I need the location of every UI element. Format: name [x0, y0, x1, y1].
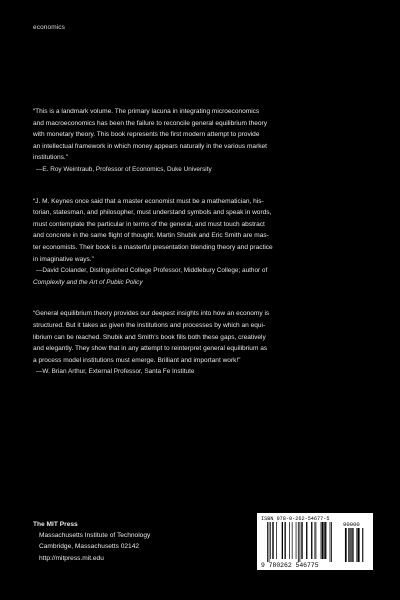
barcode-bar [346, 528, 347, 562]
barcode-bar [292, 522, 293, 559]
barcode-bar [273, 522, 274, 559]
quote-line: and macroeconomics has been the failure to reconcile general equilibrium theory [33, 119, 268, 127]
attribution: —David Colander, Distinguished College Professor, Middlebury College; author of [36, 267, 268, 275]
publisher-address-line: Massachusetts Institute of Technology [39, 532, 151, 540]
barcode-bar [321, 522, 322, 559]
barcode-bar [272, 522, 273, 559]
publisher-address-line: Cambridge, Massachusetts 02142 [39, 543, 140, 551]
barcode-bar [270, 522, 271, 559]
book-title: Complexity and the Art of Public Policy [33, 278, 143, 286]
barcode-bar [276, 522, 277, 559]
barcode-bar [358, 528, 359, 562]
quote-line: with monetary theory. This book represents the first modern attempt to provide [33, 131, 260, 139]
barcode-bar [331, 522, 332, 562]
barcode-bar [359, 528, 360, 562]
barcode-bar [352, 528, 353, 562]
quote-line: “J. M. Keynes once said that a master economist must be a mathematician, his- [33, 197, 264, 205]
quote-line: “This is a landmark volume. The primary lacuna in integrating microeconomics [33, 108, 260, 115]
quote-line: and elegantly. They show that in any attempt to reinterpret general equilibrium as [33, 345, 268, 353]
endorsements [33, 106, 369, 398]
barcode-bar [356, 528, 357, 562]
barcode-bar [353, 528, 354, 562]
barcode-bar [267, 522, 268, 562]
quote-line: “General equilibrium theory provides our deepest insights into how an economy is [33, 310, 270, 318]
publisher-url: http://mitpress.mit.edu [39, 554, 104, 562]
barcode-bar [350, 528, 351, 562]
attribution: —W. Brian Arthur, External Professor, Santa Fe Institute [36, 368, 195, 376]
quote-line: must contemplate the particular in terms of the general, and must touch abstract [33, 220, 265, 228]
barcode-bar [351, 528, 352, 562]
quote-line: in imaginative ways.” [33, 255, 94, 263]
barcode-bar [306, 522, 307, 559]
barcode-bar [345, 528, 346, 562]
quote-line: institutions.” [33, 154, 68, 162]
endorsement-colander [33, 196, 369, 289]
barcode-bar [325, 522, 326, 559]
quote-line: torian, statesman, and philosopher, must understand symbols and speak in words, [33, 209, 272, 217]
barcode-bar [296, 522, 297, 559]
publisher-block [33, 519, 150, 564]
barcode-bar [330, 522, 331, 562]
attribution: —E. Roy Weintraub, Professor of Economics, Duke University [36, 165, 212, 173]
barcode-main-digits: 9 780262 546775 [261, 562, 319, 569]
barcode-bar [315, 522, 316, 559]
endorsement-weintraub [33, 106, 369, 176]
quote-line: ter economists. Their book is a masterful presentation blending theory and practice [33, 243, 273, 251]
subject-category: economics [33, 24, 65, 31]
quote-line: librium can be reached. Shubik and Smith’s book fills both these gaps, creatively [33, 333, 266, 341]
isbn-label: ISBN 978-0-262-54677-5 [261, 516, 330, 522]
barcode-bar [362, 528, 363, 562]
quote-line: and concrete in the same flight of thought. Martin Shubik and Eric Smith are mas- [33, 232, 269, 240]
barcode-bar [298, 522, 299, 562]
barcode-bar [289, 522, 290, 559]
barcode-bar [282, 522, 283, 559]
endorsement-arthur [33, 308, 369, 378]
isbn-barcode [257, 513, 373, 570]
barcode-bar [301, 522, 302, 559]
barcode-graphic [257, 513, 373, 570]
quote-line: structured. But it takes as given the institutions and processes by which an equi- [33, 321, 266, 329]
barcode-bar [285, 522, 286, 559]
barcode-addon-digits: 90000 [343, 521, 360, 528]
barcode-bar [323, 522, 324, 559]
barcode-bar [302, 522, 303, 559]
barcode-bar [348, 528, 349, 562]
barcode-bar [316, 522, 317, 559]
barcode-bar [322, 522, 323, 559]
barcode-bar [269, 522, 270, 562]
barcode-bar [300, 522, 301, 562]
quote-line: a process model institutions must emerge. Brilliant and important work!” [33, 356, 241, 364]
publisher-name: The MIT Press [33, 521, 78, 528]
barcode-bar [311, 522, 312, 559]
quote-line: an intellectual framework in which money appears naturally in the various market [33, 142, 267, 150]
